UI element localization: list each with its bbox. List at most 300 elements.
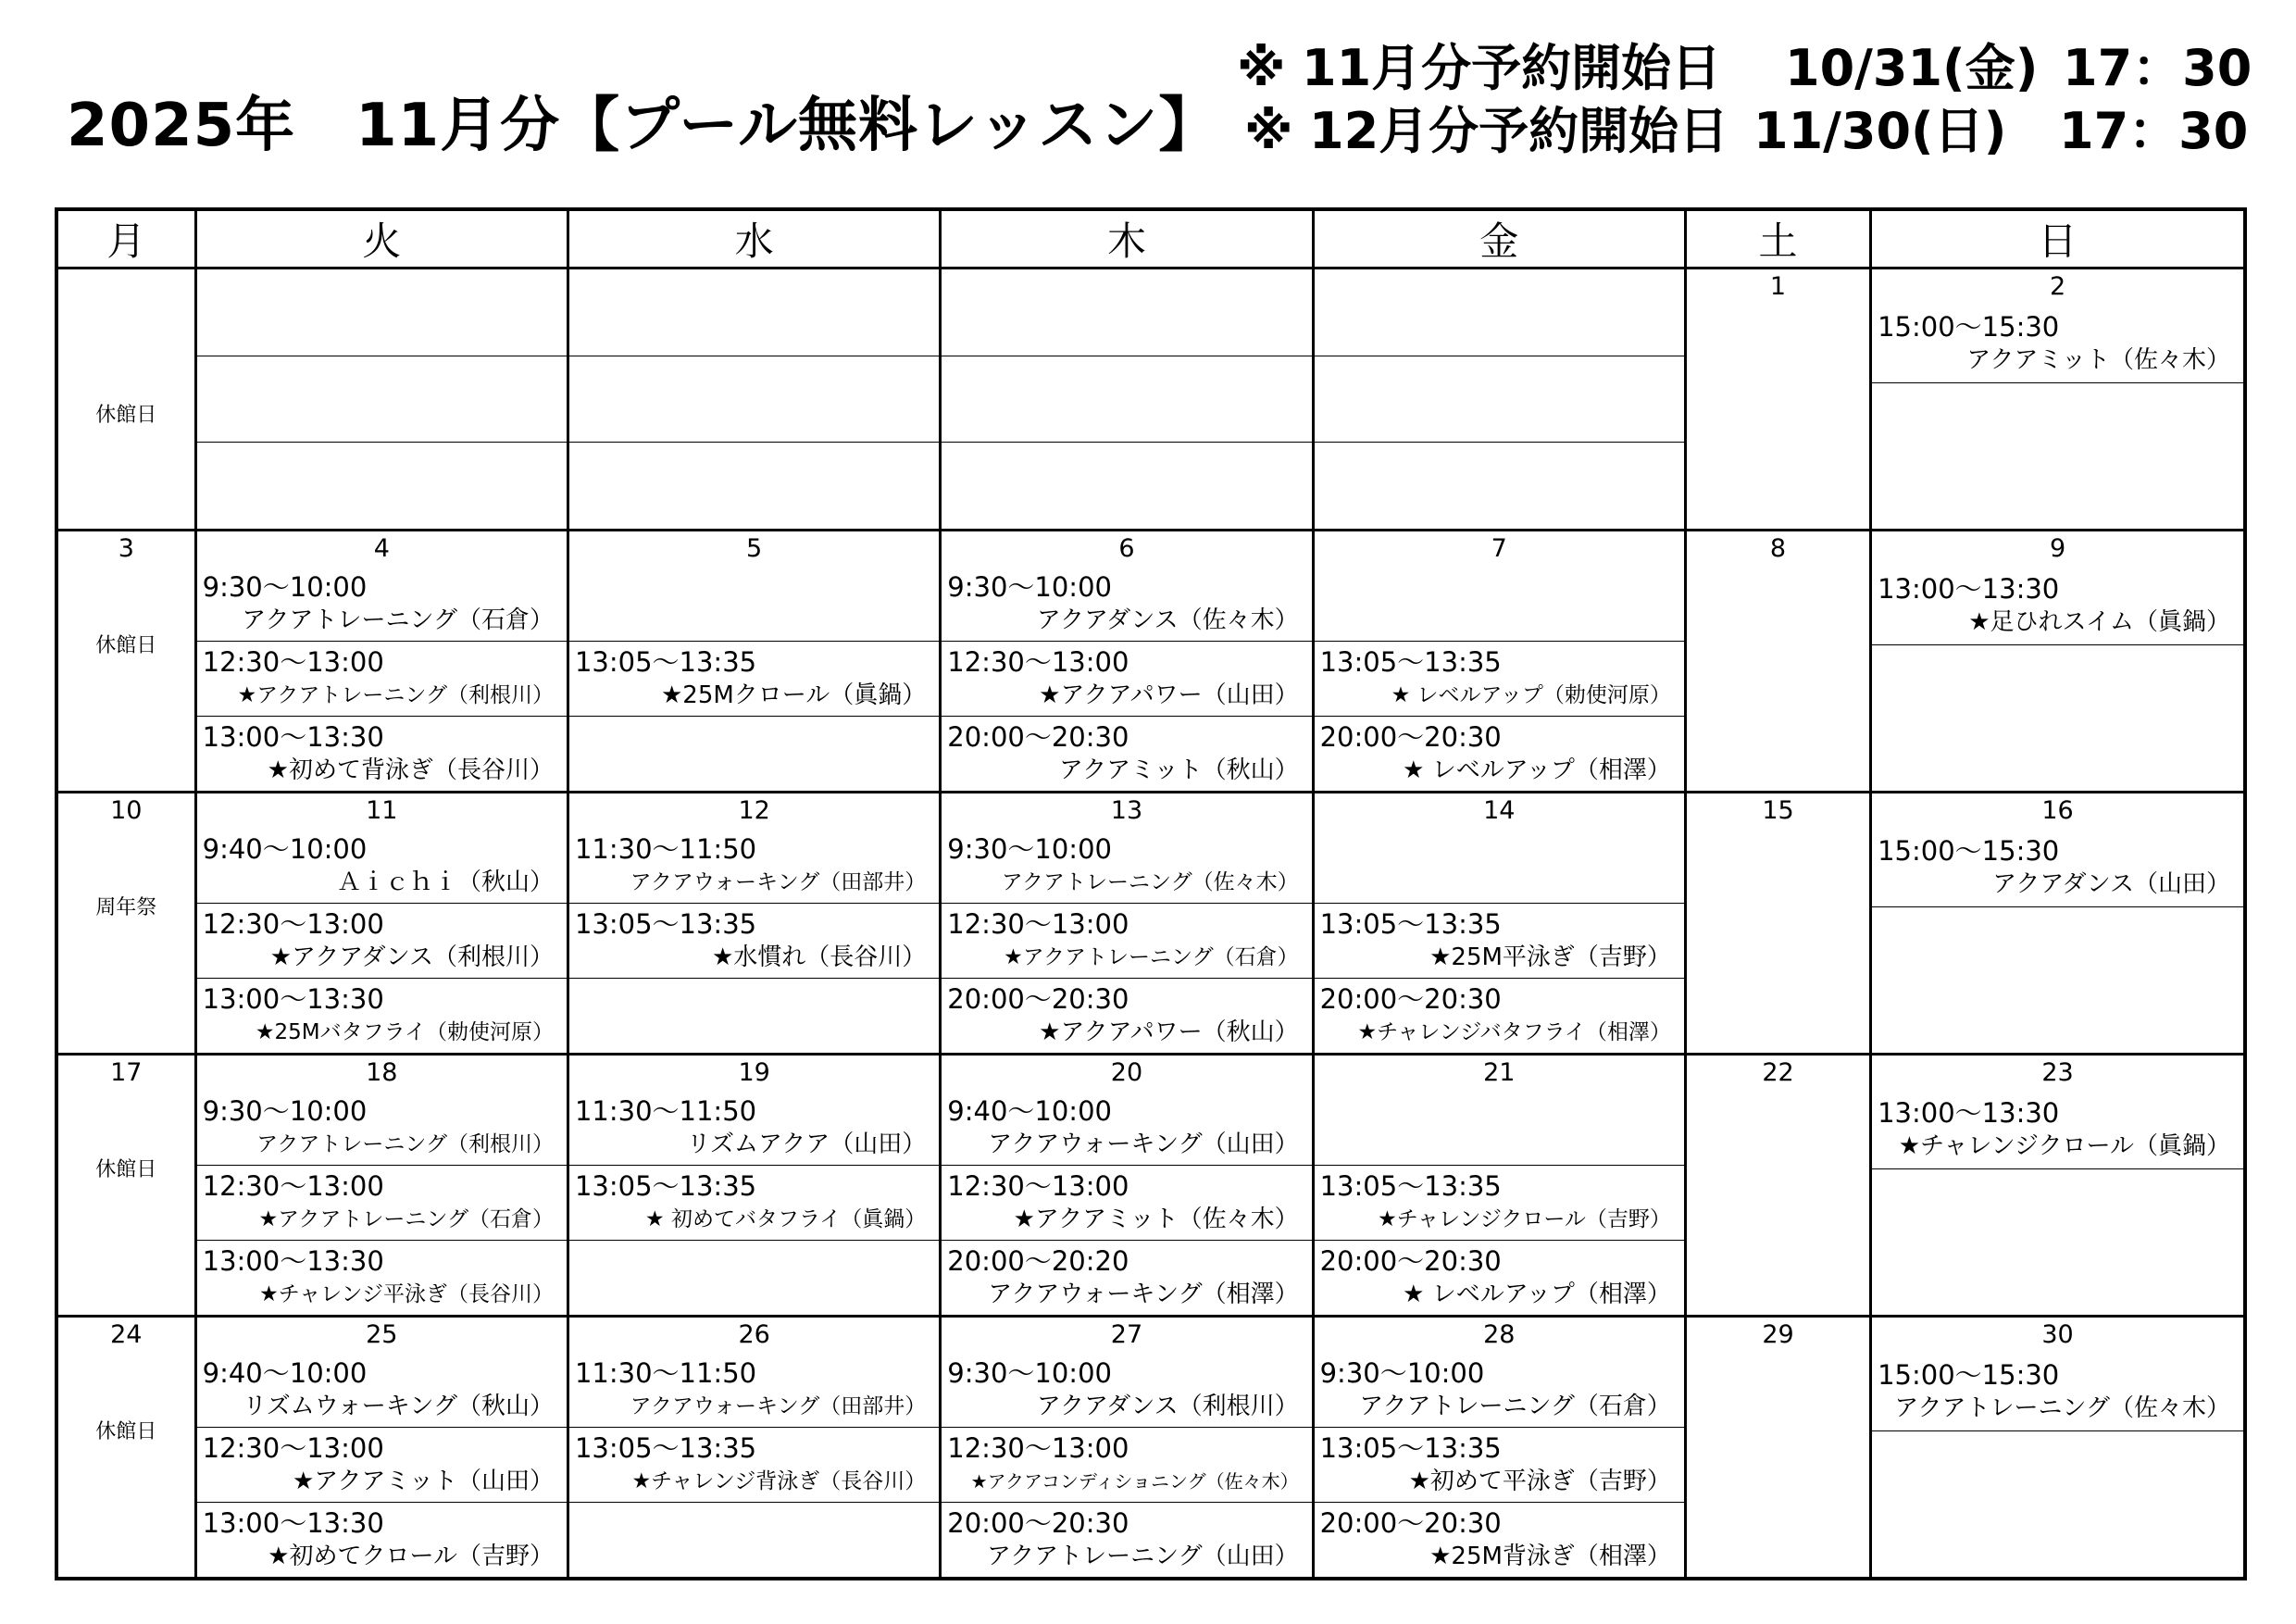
lesson-name: アクアトレーニング（石倉） [242, 606, 554, 634]
sunday-cell-content [1872, 793, 2243, 1053]
lesson-slots [569, 829, 939, 1053]
lesson-slot [569, 1427, 939, 1502]
lesson-name: アクアウォーキング（田部井） [630, 1394, 927, 1418]
date-number [58, 269, 194, 305]
saturday-cell [1685, 793, 1870, 1055]
lesson-name: リズムウォーキング（秋山） [243, 1393, 554, 1420]
date-number: 17 [110, 1058, 143, 1087]
lesson-name: アクアウォーキング（山田） [988, 1131, 1299, 1158]
lesson-name: ★水慣れ（長谷川） [711, 943, 927, 971]
lesson-slot [1872, 567, 2243, 644]
lesson-slot [1315, 1240, 1684, 1315]
day-cell-content [1315, 1056, 1684, 1315]
saturday-cell-content [1687, 1318, 1869, 1577]
note-time: 17：30 [2063, 39, 2252, 97]
day-cell-fri [1313, 269, 1685, 531]
lesson-slots [942, 567, 1311, 791]
weekday-header: 火 [195, 209, 568, 269]
lesson-name: ★足ひれスイム（眞鍋） [1968, 608, 2230, 636]
week-row [56, 1317, 2245, 1580]
lesson-slot [942, 978, 1311, 1053]
lesson-slot [1872, 829, 2243, 906]
day-cell-content [942, 269, 1311, 529]
lesson-slot [942, 829, 1311, 903]
lesson-name: ★ 初めてバタフライ（眞鍋） [645, 1207, 927, 1231]
lesson-time: 15:00～15:30 [1878, 311, 2060, 343]
lesson-time: 13:05～13:35 [1319, 1170, 1502, 1202]
day-cell-fri [1313, 531, 1685, 793]
monday-cell [56, 1317, 195, 1580]
monday-cell-content [58, 269, 194, 529]
sunday-cell [1871, 531, 2245, 793]
lesson-time: 11:30～11:50 [574, 833, 757, 865]
note-date: 10/31(金) [1785, 39, 2039, 97]
lesson-name: ★初めて背泳ぎ（長谷川） [267, 756, 554, 784]
day-cell-content [197, 269, 567, 529]
monday-cell-content [58, 793, 194, 1053]
lesson-time: 12:30～13:00 [202, 646, 384, 678]
sunday-cell-content [1872, 269, 2243, 529]
lesson-name: ★25Mバタフライ（勅使河原） [255, 1020, 554, 1044]
lesson-name: ★チャレンジバタフライ（相澤） [1357, 1020, 1671, 1044]
lesson-slots [197, 269, 567, 529]
lesson-slots [197, 1091, 567, 1315]
week-row [56, 793, 2245, 1055]
lesson-time: 20:00～20:30 [947, 721, 1129, 753]
lesson-slot [942, 1240, 1311, 1315]
date-number: 2 [2049, 272, 2066, 301]
lesson-time: 13:05～13:35 [574, 908, 757, 940]
lesson-slot [1315, 442, 1684, 529]
lesson-slot [1315, 1427, 1684, 1502]
date-number: 21 [1483, 1058, 1516, 1087]
date-number: 10 [110, 796, 143, 825]
lesson-slot [942, 641, 1311, 716]
day-cell-content [197, 1318, 567, 1577]
lesson-slots [942, 1091, 1311, 1315]
lesson-slots [1872, 305, 2243, 529]
sunday-cell [1871, 793, 2245, 1055]
lesson-name: アクアトレーニング（佐々木） [1001, 870, 1299, 894]
date-number: 6 [1118, 534, 1135, 563]
lesson-name: ★25Mクロール（眞鍋） [660, 681, 927, 709]
lesson-time: 20:00～20:30 [1319, 1507, 1502, 1539]
lesson-slot [197, 1502, 567, 1577]
sunday-cell-content [1872, 1318, 2243, 1577]
lesson-slots [569, 567, 939, 791]
lesson-time: 12:30～13:00 [202, 1432, 384, 1464]
monday-cell [56, 531, 195, 793]
weekday-header: 月 [56, 209, 195, 269]
lesson-slot [1872, 1353, 2243, 1430]
weekday-header: 木 [941, 209, 1313, 269]
lesson-slot [1872, 644, 2243, 791]
lesson-name: アクアミット（秋山） [1058, 756, 1299, 784]
lesson-time: 9:30～10:00 [202, 1095, 368, 1127]
date-number: 18 [366, 1058, 398, 1087]
closed-day-label: 休館日 [95, 1420, 157, 1443]
date-number: 28 [1483, 1320, 1516, 1349]
saturday-cell [1685, 1317, 1870, 1580]
lesson-time: 20:00～20:30 [1319, 1245, 1502, 1277]
saturday-cell [1685, 1055, 1870, 1317]
sunday-cell [1871, 1055, 2245, 1317]
day-cell-content [1315, 793, 1684, 1053]
note-mark: ※ [1244, 102, 1293, 160]
lesson-name: ★アクアトレーニング（石倉） [258, 1207, 554, 1231]
date-number: 9 [2049, 534, 2066, 563]
lesson-slot [569, 1165, 939, 1240]
lesson-slots [569, 1091, 939, 1315]
lesson-slot [1872, 305, 2243, 382]
saturday-cell-content [1687, 269, 1869, 529]
lesson-time: 12:30～13:00 [947, 1432, 1129, 1464]
date-number: 27 [1110, 1320, 1143, 1349]
lesson-time: 13:00～13:30 [1878, 573, 2060, 605]
sunday-cell-content [1872, 531, 2243, 791]
lesson-time: 13:00～13:30 [202, 983, 384, 1015]
lesson-slot [197, 442, 567, 529]
day-cell-fri [1313, 1055, 1685, 1317]
lesson-time: 20:00～20:20 [947, 1245, 1129, 1277]
lesson-name: アクアダンス（利根川） [1036, 1393, 1299, 1420]
date-number: 16 [2041, 796, 2074, 825]
lesson-name: ★チャレンジクロール（吉野） [1378, 1207, 1671, 1231]
lesson-slot [942, 1165, 1311, 1240]
lesson-slot [1315, 903, 1684, 978]
lesson-slots [942, 269, 1311, 529]
lesson-time: 20:00～20:30 [947, 983, 1129, 1015]
lesson-slot [942, 356, 1311, 443]
lesson-name: Ａｉｃｈｉ（秋山） [336, 868, 554, 896]
lesson-slot [942, 567, 1311, 641]
lesson-slot [569, 567, 939, 641]
lesson-name: ★ レベルアップ（相澤） [1403, 1280, 1671, 1308]
date-number: 7 [1491, 534, 1507, 563]
day-cell-content [942, 531, 1311, 791]
lesson-slot [569, 978, 939, 1053]
date-number: 13 [1110, 796, 1143, 825]
lesson-slot [1872, 1168, 2243, 1315]
lesson-slots [1315, 1091, 1684, 1315]
lesson-slot [197, 829, 567, 903]
date-number: 12 [738, 796, 770, 825]
day-cell-tue [195, 269, 568, 531]
lesson-slot [197, 269, 567, 356]
day-cell-content [197, 531, 567, 791]
lesson-slot [942, 903, 1311, 978]
day-cell-thu [941, 269, 1313, 531]
lesson-slot [197, 903, 567, 978]
lesson-slot [942, 1091, 1311, 1165]
saturday-cell [1685, 269, 1870, 531]
date-number: 11 [366, 796, 398, 825]
lesson-slot [569, 1091, 939, 1165]
lesson-slot [569, 1502, 939, 1577]
lesson-name: ★アクアミット（山田） [292, 1468, 554, 1495]
date-number: 26 [738, 1320, 770, 1349]
monday-cell-content [58, 1318, 194, 1577]
note-label: 11月分予約開始日 [1302, 39, 1722, 97]
reservation-note [1237, 37, 2252, 100]
lesson-slot [1315, 716, 1684, 791]
lesson-name: ★ レベルアップ（相澤） [1403, 756, 1671, 784]
day-cell-wed [568, 1317, 940, 1580]
date-number: 5 [746, 534, 763, 563]
day-cell-content [569, 269, 939, 529]
lesson-slot [942, 716, 1311, 791]
day-cell-thu [941, 1317, 1313, 1580]
day-cell-thu [941, 793, 1313, 1055]
lesson-name: アクアミット（佐々木） [1966, 346, 2230, 374]
note-date: 11/30(日) [1753, 102, 2007, 160]
lesson-time: 9:40～10:00 [947, 1095, 1112, 1127]
lesson-name: ★ レベルアップ（勅使河原） [1391, 683, 1671, 707]
weekday-header-row [56, 209, 2245, 269]
lesson-slot [197, 1353, 567, 1427]
lesson-slot [1315, 1353, 1684, 1427]
lesson-slots [569, 1353, 939, 1577]
lesson-time: 12:30～13:00 [202, 1170, 384, 1202]
lesson-slots [1315, 269, 1684, 529]
lesson-slot [569, 903, 939, 978]
day-cell-tue [195, 1317, 568, 1580]
date-number: 25 [366, 1320, 398, 1349]
lesson-name: ★初めてクロール（吉野） [268, 1543, 554, 1570]
date-number: 30 [2041, 1320, 2074, 1349]
lesson-slots [1315, 829, 1684, 1053]
date-number: 24 [110, 1320, 143, 1349]
lesson-time: 13:00～13:30 [202, 1507, 384, 1539]
lesson-time: 9:30～10:00 [947, 571, 1112, 603]
day-cell-content [569, 793, 939, 1053]
date-number: 20 [1110, 1058, 1143, 1087]
day-cell-content [1315, 531, 1684, 791]
date-number: 3 [118, 534, 134, 563]
lesson-slot [1872, 1430, 2243, 1577]
lesson-slot [1872, 382, 2243, 529]
lesson-name: ★アクアパワー（秋山） [1039, 1018, 1299, 1046]
weekday-header: 水 [568, 209, 940, 269]
lesson-slots [1315, 1353, 1684, 1577]
saturday-cell-content [1687, 1056, 1869, 1315]
closed-day-label: 休館日 [95, 1158, 157, 1181]
lesson-slot [569, 716, 939, 791]
week-row [56, 269, 2245, 531]
day-cell-wed [568, 793, 940, 1055]
lesson-slots [1872, 567, 2243, 791]
lesson-time: 15:00～15:30 [1878, 835, 2060, 867]
lesson-time: 13:00～13:30 [1878, 1097, 2060, 1129]
lesson-time: 20:00～20:30 [947, 1507, 1129, 1539]
monday-cell-content [58, 1056, 194, 1315]
lesson-slots [1315, 567, 1684, 791]
day-cell-content [942, 1056, 1311, 1315]
lesson-slot [569, 442, 939, 529]
lesson-slot [1315, 1165, 1684, 1240]
lesson-time: 9:30～10:00 [1319, 1357, 1485, 1389]
saturday-cell-content [1687, 793, 1869, 1053]
lesson-name: ★25M平泳ぎ（吉野） [1429, 943, 1671, 971]
day-cell-content [197, 1056, 567, 1315]
lesson-slots [197, 1353, 567, 1577]
closed-day-label: 周年祭 [95, 896, 157, 919]
lesson-name: アクアダンス（山田） [1992, 870, 2230, 898]
week-row [56, 1055, 2245, 1317]
lesson-slots [569, 269, 939, 529]
day-cell-tue [195, 1055, 568, 1317]
lesson-time: 13:05～13:35 [1319, 646, 1502, 678]
day-cell-content [569, 1318, 939, 1577]
lesson-time: 13:05～13:35 [574, 646, 757, 678]
lesson-slot [197, 567, 567, 641]
lesson-time: 13:05～13:35 [574, 1170, 757, 1202]
date-number: 29 [1762, 1320, 1794, 1349]
lesson-slot [569, 269, 939, 356]
lesson-time: 9:40～10:00 [202, 833, 368, 865]
monday-cell [56, 1055, 195, 1317]
lesson-slot [1315, 1502, 1684, 1577]
lesson-slot [942, 442, 1311, 529]
lesson-slot [197, 1240, 567, 1315]
lesson-time: 9:40～10:00 [202, 1357, 368, 1389]
lesson-name: アクアトレーニング（利根川） [256, 1132, 554, 1156]
lesson-time: 13:05～13:35 [574, 1432, 757, 1464]
lesson-name: ★25M背泳ぎ（相澤） [1429, 1543, 1671, 1570]
date-number: 19 [738, 1058, 770, 1087]
lesson-slots [942, 829, 1311, 1053]
day-cell-content [1315, 269, 1684, 529]
day-cell-wed [568, 1055, 940, 1317]
lesson-time: 20:00～20:30 [1319, 721, 1502, 753]
lesson-time: 13:00～13:30 [202, 721, 384, 753]
lesson-slot [197, 641, 567, 716]
lesson-slot [569, 1353, 939, 1427]
lesson-time: 9:30～10:00 [947, 833, 1112, 865]
lesson-name: アクアウォーキング（相澤） [988, 1280, 1299, 1308]
lesson-slots [942, 1353, 1311, 1577]
lesson-slot [1315, 978, 1684, 1053]
lesson-name: ★アクアトレーニング（利根川） [237, 683, 554, 707]
lesson-time: 15:00～15:30 [1878, 1359, 2060, 1391]
lesson-name: ★アクアパワー（山田） [1039, 681, 1299, 709]
lesson-time: 13:00～13:30 [202, 1245, 384, 1277]
page-title: 2025年 11月分【プール無料レッスン】 [67, 92, 1219, 160]
day-cell-content [1315, 1318, 1684, 1577]
reservation-notes [1237, 37, 2252, 163]
lesson-name: ★アクアトレーニング（石倉） [1004, 945, 1299, 969]
reservation-note [1237, 100, 2252, 163]
monday-cell [56, 269, 195, 531]
date-number: 14 [1483, 796, 1516, 825]
lesson-slot [197, 356, 567, 443]
lesson-slots [1872, 1353, 2243, 1577]
day-cell-thu [941, 531, 1313, 793]
lesson-name: ★初めて平泳ぎ（吉野） [1408, 1468, 1671, 1495]
lesson-slots [197, 829, 567, 1053]
lesson-name: ★チャレンジクロール（眞鍋） [1898, 1132, 2230, 1160]
lesson-name: アクアトレーニング（佐々木） [1894, 1394, 2230, 1422]
date-number: 22 [1762, 1058, 1794, 1087]
lesson-time: 20:00～20:30 [1319, 983, 1502, 1015]
day-cell-fri [1313, 1317, 1685, 1580]
day-cell-tue [195, 531, 568, 793]
date-number: 23 [2041, 1058, 2074, 1087]
weekday-header: 金 [1313, 209, 1685, 269]
lesson-name: ★アクアミット（佐々木） [1013, 1206, 1299, 1233]
saturday-cell [1685, 531, 1870, 793]
lesson-slot [197, 716, 567, 791]
lesson-slots [1872, 829, 2243, 1053]
closed-day-label: 休館日 [95, 404, 157, 427]
lesson-time: 9:30～10:00 [202, 571, 368, 603]
lesson-slot [1315, 269, 1684, 356]
lesson-time: 11:30～11:50 [574, 1357, 757, 1389]
lesson-slot [569, 829, 939, 903]
lesson-slot [1315, 641, 1684, 716]
lesson-time: 9:30～10:00 [947, 1357, 1112, 1389]
lesson-name: ★チャレンジ背泳ぎ（長谷川） [631, 1469, 927, 1493]
lesson-name: アクアダンス（佐々木） [1036, 606, 1299, 634]
sunday-cell [1871, 1317, 2245, 1580]
lesson-time: 12:30～13:00 [947, 908, 1129, 940]
week-row [56, 531, 2245, 793]
lesson-time: 13:05～13:35 [1319, 1432, 1502, 1464]
day-cell-wed [568, 269, 940, 531]
lesson-slot [569, 1240, 939, 1315]
weekday-header: 日 [1871, 209, 2245, 269]
note-mark: ※ [1237, 39, 1286, 97]
saturday-cell-content [1687, 531, 1869, 791]
lesson-time: 11:30～11:50 [574, 1095, 757, 1127]
lesson-name: ★アクアダンス（利根川） [269, 943, 554, 971]
closed-day-label: 休館日 [95, 634, 157, 657]
lesson-name: アクアトレーニング（石倉） [1359, 1393, 1671, 1420]
lesson-slot [197, 1091, 567, 1165]
day-cell-content [942, 793, 1311, 1053]
lesson-calendar [55, 207, 2247, 1580]
lesson-slot [197, 1427, 567, 1502]
day-cell-tue [195, 793, 568, 1055]
day-cell-content [942, 1318, 1311, 1577]
lesson-name: リズムアクア（山田） [686, 1131, 927, 1158]
date-number: 4 [373, 534, 390, 563]
lesson-slot [569, 356, 939, 443]
lesson-slots [1872, 1091, 2243, 1315]
lesson-name: アクアウォーキング（田部井） [630, 870, 927, 894]
lesson-slot [942, 1427, 1311, 1502]
lesson-slot [942, 1502, 1311, 1577]
day-cell-content [569, 1056, 939, 1315]
day-cell-content [569, 531, 939, 791]
day-cell-fri [1313, 793, 1685, 1055]
lesson-slots [197, 567, 567, 791]
lesson-slot [1872, 1091, 2243, 1168]
lesson-slot [197, 1165, 567, 1240]
lesson-name: ★チャレンジ平泳ぎ（長谷川） [259, 1282, 554, 1306]
date-number: 15 [1762, 796, 1794, 825]
day-cell-content [197, 793, 567, 1053]
lesson-slot [569, 641, 939, 716]
day-cell-wed [568, 531, 940, 793]
lesson-slot [1315, 356, 1684, 443]
monday-cell-content [58, 531, 194, 791]
lesson-slot [1315, 1091, 1684, 1165]
day-cell-thu [941, 1055, 1313, 1317]
date-number: 1 [1769, 272, 1787, 301]
lesson-time: 12:30～13:00 [202, 908, 384, 940]
sunday-cell [1871, 269, 2245, 531]
